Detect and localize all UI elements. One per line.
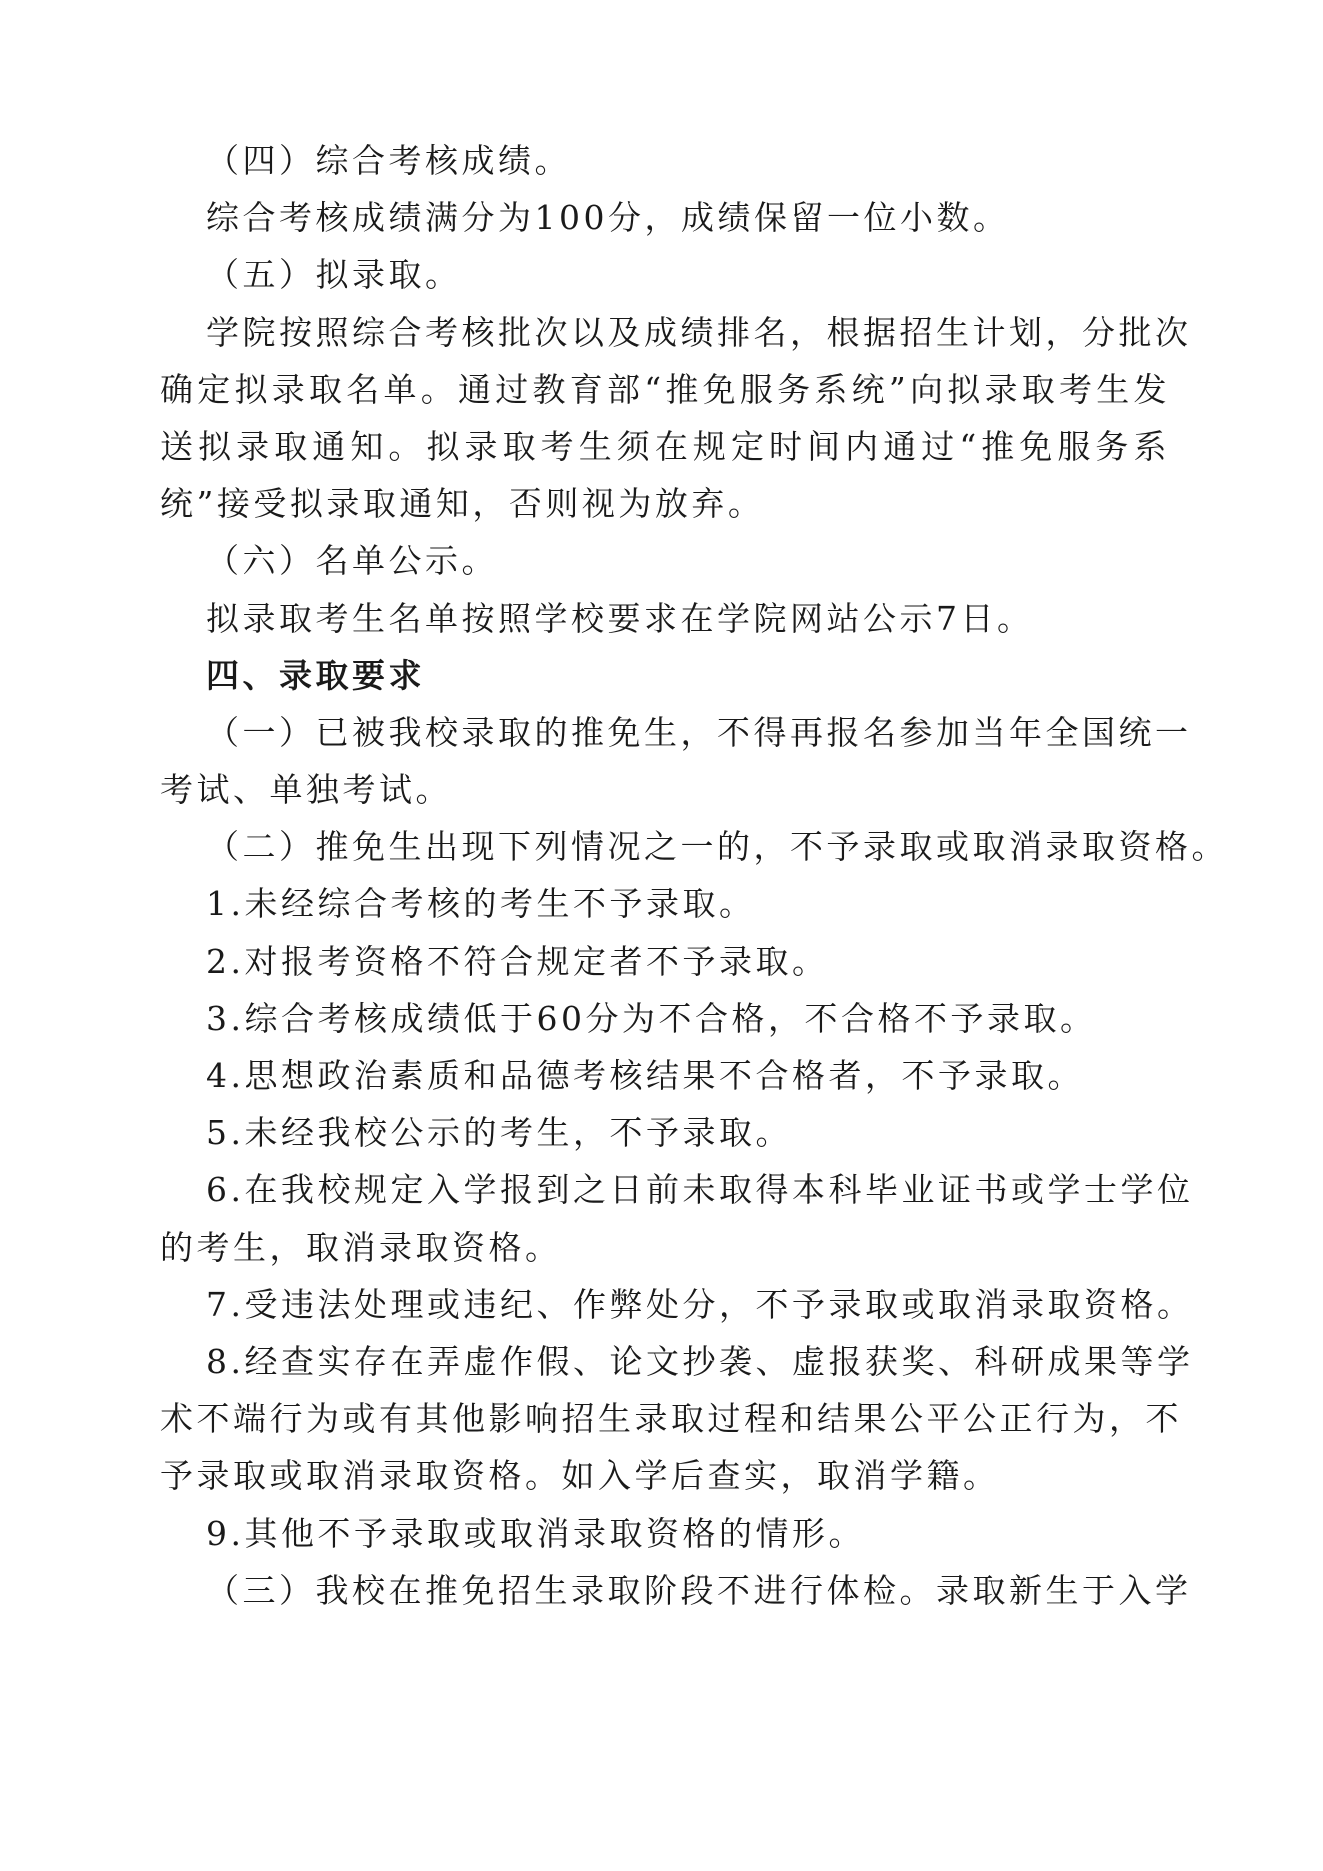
subsection-heading-list-publicity: （六）名单公示。 (206, 541, 498, 581)
list-item-continuation: 术不端行为或有其他影响招生录取过程和结果公平公正行为，不 (160, 1399, 1182, 1439)
paragraph-line: （二）推免生出现下列情况之一的，不予录取或取消录取资格。 (206, 827, 1228, 867)
paragraph-line: 考试、单独考试。 (160, 770, 452, 810)
list-item: 3.综合考核成绩低于60分为不合格，不合格不予录取。 (206, 998, 1097, 1038)
list-item: 1.未经综合考核的考生不予录取。 (206, 884, 756, 924)
paragraph-line: （一）已被我校录取的推免生，不得再报名参加当年全国统一 (206, 712, 1192, 752)
paragraph-line: （三）我校在推免招生录取阶段不进行体检。录取新生于入学 (206, 1570, 1192, 1610)
list-item-continuation: 的考生，取消录取资格。 (160, 1227, 562, 1267)
list-item: 2.对报考资格不符合规定者不予录取。 (206, 941, 829, 981)
paragraph-line: 送拟录取通知。拟录取考生须在规定时间内通过“推免服务系 (160, 426, 1170, 466)
paragraph-line: 统”接受拟录取通知，否则视为放弃。 (160, 484, 765, 524)
subsection-heading-proposed-admission: （五）拟录取。 (206, 255, 462, 295)
paragraph-line: 拟录取考生名单按照学校要求在学院网站公示7日。 (206, 598, 1034, 638)
section-heading-admission-requirements: 四、录取要求 (206, 655, 425, 695)
document-body (160, 132, 1228, 1619)
paragraph-line: 确定拟录取名单。通过教育部“推免服务系统”向拟录取考生发 (160, 369, 1170, 409)
list-item: 7.受违法处理或违纪、作弊处分，不予录取或取消录取资格。 (206, 1284, 1194, 1324)
list-item-continuation: 予录取或取消录取资格。如入学后查实，取消学籍。 (160, 1456, 1000, 1496)
subsection-heading-comprehensive-score: （四）综合考核成绩。 (206, 141, 571, 180)
list-item: 9.其他不予录取或取消录取资格的情形。 (206, 1513, 865, 1553)
list-item: 4.思想政治素质和品德考核结果不合格者，不予录取。 (206, 1056, 1084, 1095)
paragraph-line: 学院按照综合考核批次以及成绩排名，根据招生计划，分批次 (206, 312, 1192, 352)
list-item: 6.在我校规定入学报到之日前未取得本科毕业证书或学士学位 (206, 1170, 1194, 1210)
list-item: 5.未经我校公示的考生，不予录取。 (206, 1113, 792, 1153)
paragraph-line: 综合考核成绩满分为100分，成绩保留一位小数。 (206, 198, 1010, 238)
list-item: 8.经查实存在弄虚作假、论文抄袭、虚报获奖、科研成果等学 (206, 1341, 1194, 1381)
